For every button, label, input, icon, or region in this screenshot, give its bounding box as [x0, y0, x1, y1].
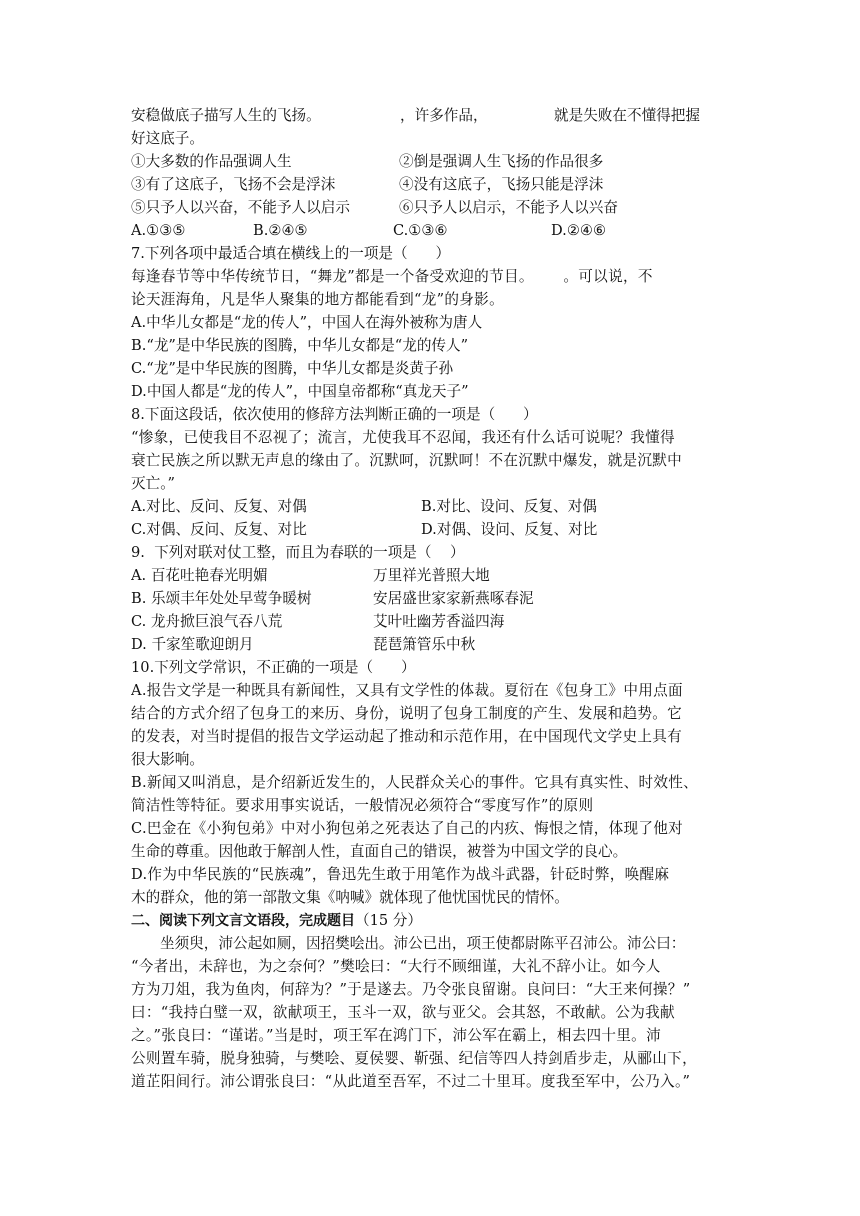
option-row: C.对偶、反问、反复、对比 D.对偶、设问、反复、对比: [131, 521, 598, 538]
classical-text-line: 方为刀俎，我为鱼肉，何辞为？”于是遂去。乃令张良留谢。良问曰：“大王来何操？”: [131, 981, 691, 998]
option-c: C.“龙”是中华民族的图腾，中华儿女都是炎黄子孙: [131, 360, 454, 377]
couplet-row: D. 千家笙歌迎朗月 琵琶箫管乐中秋: [131, 636, 476, 653]
classical-text-line: 曰：“我持白璧一双，欲献项王，玉斗一双，欲与亚父。会其怒，不敢献。公为我献: [131, 1004, 675, 1021]
option-row: ③有了这底子，飞扬不会是浮沫 ④没有这底子，飞扬只能是浮沫: [131, 176, 604, 193]
option-a-line: 结合的方式介绍了包身工的来历、身份，说明了包身工制度的产生、发展和趋势。它: [131, 705, 683, 722]
option-a-line: 的发表，对当时提倡的报告文学运动起了推动和示范作用，在中国现代文学史上具有: [131, 728, 683, 745]
passage-line: 灭亡。”: [131, 475, 175, 492]
option-row: ①大多数的作品强调人生 ②倒是强调人生飞扬的作品很多: [131, 153, 604, 170]
question-8-stem: 8.下面这段话，依次使用的修辞方法判断正确的一项是（ ）: [131, 406, 538, 423]
option-a: A.中华儿女都是“龙的传人”，中国人在海外被称为唐人: [131, 314, 483, 331]
couplet-row: C. 龙舟掀巨浪气吞八荒 艾叶吐幽芳香溢四海: [131, 613, 505, 630]
option-d: D.中国人都是“龙的传人”，中国皇帝都称“真龙天子”: [131, 383, 469, 400]
couplet-row: A. 百花吐艳春光明媚 万里祥光普照大地: [131, 567, 490, 584]
classical-text-line: 公则置车骑，脱身独骑，与樊哙、夏侯婴、靳强、纪信等四人持剑盾步走，从郦山下，: [131, 1050, 697, 1067]
classical-text-line: “今者出，未辞也，为之奈何？”樊哙曰：“大行不顾细谨，大礼不辞小让。如今人: [131, 958, 661, 975]
answer-choices: A.①③⑤ B.②④⑤ C.①③⑥ D.②④⑥: [131, 222, 607, 239]
section-heading: 二、阅读下列文言文语段，完成题目（15 分）: [131, 912, 422, 929]
option-d-line: 木的群众，他的第一部散文集《呐喊》就体现了他忧国忧民的情怀。: [131, 889, 569, 906]
classical-text-line: 之。”张良曰：“谨诺。”当是时，项王军在鸿门下，沛公军在霸上，相去四十里。沛: [131, 1027, 661, 1044]
option-a-line: A.报告文学是一种既具有新闻性，又具有文学性的体裁。夏衍在《包身工》中用点面: [131, 682, 683, 699]
passage-line: “惨象，已使我目不忍视了；流言，尤使我耳不忍闻，我还有什么话可说呢？我懂得: [131, 429, 675, 446]
passage-line: 安稳做底子描写人生的飞扬。 ，许多作品， 就是失败在不懂得把握: [131, 107, 700, 124]
passage-line: 论天涯海角，凡是华人聚集的地方都能看到“龙”的身影。: [131, 291, 504, 308]
couplet-row: B. 乐颂丰年处处早莺争暖树 安居盛世家家新燕啄春泥: [131, 590, 534, 607]
question-9-stem: 9. 下列对联对仗工整，而且为春联的一项是（ ）: [131, 544, 465, 561]
option-row: ⑤只予人以兴奋，不能予人以启示 ⑥只予人以启示，不能予人以兴奋: [131, 199, 618, 216]
passage-line: 好这底子。: [131, 130, 204, 147]
classical-text-line: 道芷阳间行。沛公谓张良曰：“从此道至吾军，不过二十里耳。度我至军中，公乃入。”: [131, 1073, 691, 1090]
passage-line: 衰亡民族之所以默无声息的缘由了。沉默呵，沉默呵！不在沉默中爆发，就是沉默中: [131, 452, 683, 469]
classical-text-line: 坐须臾，沛公起如厕，因招樊哙出。沛公已出，项王使都尉陈平召沛公。沛公曰：: [160, 935, 686, 952]
option-d-line: D.作为中华民族的“民族魂”，鲁迅先生敢于用笔作为战斗武器，针砭时弊，唤醒麻: [131, 866, 670, 883]
option-b-line: 简洁性等特征。要求用事实说话，一般情况必须符合“零度写作”的原则: [131, 797, 594, 814]
option-b-line: B.新闻又叫消息，是介绍新近发生的，人民群众关心的事件。它具有真实性、时效性、: [131, 774, 699, 791]
question-10-stem: 10.下列文学常识，不正确的一项是（ ）: [131, 659, 416, 676]
option-a-line: 很大影响。: [131, 751, 204, 768]
option-c-line: C.巴金在《小狗包弟》中对小狗包弟之死表达了自己的内疚、悔恨之情，体现了他对: [131, 820, 684, 837]
question-7-stem: 7.下列各项中最适合填在横线上的一项是（ ）: [131, 245, 451, 262]
option-c-line: 生命的尊重。因他敢于解剖人性，直面自己的错误，被誉为中国文学的良心。: [131, 843, 628, 860]
option-b: B.“龙”是中华民族的图腾，中华儿女都是“龙的传人”: [131, 337, 469, 354]
passage-line: 每逢春节等中华传统节日，“舞龙”都是一个备受欢迎的节目。 。可以说，不: [131, 268, 653, 285]
option-row: A.对比、反问、反复、对偶 B.对比、设问、反复、对偶: [131, 498, 597, 515]
